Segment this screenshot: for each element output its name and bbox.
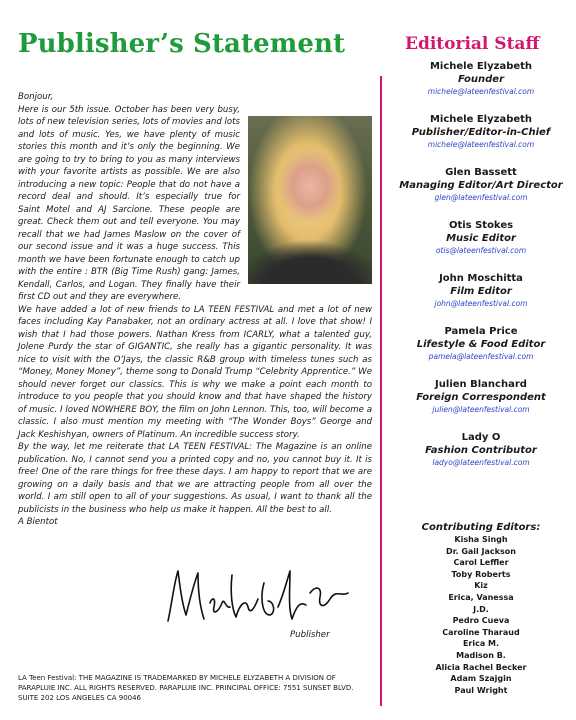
staff-name: Michele Elyzabeth: [429, 61, 533, 72]
staff-email-link[interactable]: julien@lateenfestival.com: [432, 405, 530, 414]
contributor-name: Toby Roberts: [451, 569, 511, 579]
contributor-name: Kiz: [474, 581, 488, 591]
contributor-name: Adam Szajgin: [450, 674, 512, 684]
staff-name: Lady O: [461, 432, 501, 443]
editorial-staff-title: Editorial Staff: [405, 34, 540, 54]
staff-entry: [388, 325, 574, 362]
contributing-editors: [388, 521, 574, 696]
contributor-name: Paul Wright: [454, 685, 508, 695]
staff-name: Michele Elyzabeth: [429, 114, 533, 125]
staff-entry: [388, 166, 574, 203]
publisher-signature: [160, 563, 360, 633]
staff-name: Pamela Price: [444, 326, 518, 337]
contributor-name: Dr. Gail Jackson: [446, 546, 516, 556]
staff-name: Glen Bassett: [445, 167, 517, 178]
contributor-name: Kisha Singh: [454, 535, 508, 544]
publisher-portrait: [248, 116, 372, 284]
staff-role: Publisher/Editor-in-Chief: [411, 127, 551, 138]
staff-entry: [388, 219, 574, 256]
publisher-letter: [18, 91, 372, 529]
staff-email-link[interactable]: michele@lateenfestival.com: [427, 140, 535, 149]
staff-name: Julien Blanchard: [435, 379, 527, 390]
contributing-editors-title: Contributing Editors:: [421, 522, 541, 533]
letter-paragraph: We have added a lot of new friends to LA TEEN FESTIVAL and met a lot of new faces including Kay Panabaker, not an ordinary actress at all. I love that show! I wish that I had those powers. Nathan Kress from ICARLY, what a talented guy, Jolene Purdy the star of GIGANTIC, she really has a gigantic personality. It was nice to visit with the O’Jays, the classic R&B group with timeless tunes such as “Money, Money Money”, theme song to Donald Trump “Celebrity Apprentice.” We should never forget our classics. This is why we make a point each month to introduce to you people that you should know and that have shaped the history of music. I loved NOWHERE BOY, the film on John Lennon. This, too, will become a classic. I also must mention my meeting with “The Wonder Boys” George and Jack Keshishyan, owners of Platinum. An incredible success story.: [18, 304, 372, 440]
legal-footer: LA Teen Festival: THE MAGAZINE IS TRADEMARKED BY MICHELE ELYZABETH A DIVISION OF PARAPLUIE INC. ALL RIGHTS RESERVED. PARAPLUIE INC. PRINCIPAL OFFICE: 7551 SUNSET BLVD. SUITE 202 LOS ANGELES CA 90046: [18, 674, 354, 702]
staff-role: Fashion Contributor: [425, 445, 537, 456]
staff-entry: [388, 272, 574, 309]
signature-caption: Publisher: [290, 630, 330, 640]
contributor-name: Carol Leffler: [453, 558, 509, 568]
column-divider: [380, 76, 382, 706]
staff-email-link[interactable]: otis@lateenfestival.com: [435, 246, 527, 255]
contributor-name: Caroline Tharaud: [442, 627, 520, 637]
staff-role: Foreign Correspondent: [416, 392, 546, 403]
staff-entry: [388, 113, 574, 150]
letter-greeting: Bonjour,: [18, 92, 54, 102]
staff-entry: [388, 60, 574, 97]
staff-email-link[interactable]: michele@lateenfestival.com: [427, 87, 535, 96]
staff-email-link[interactable]: ladyo@lateenfestival.com: [432, 458, 530, 467]
staff-name: Otis Stokes: [448, 220, 514, 231]
staff-role: Managing Editor/Art Director: [399, 180, 563, 191]
contributor-name: Pedro Cueva: [452, 616, 510, 626]
staff-name: John Moschitta: [439, 273, 523, 284]
letter-paragraph: Here is our 5th issue. October has been very busy, lots of new television series, lots of movies and lots and lots of music. Yes, we have plenty of music stories this month and it’s only the beginning. We are going to try to bring to you as many interviews with your favorite artists as possible. We are also introducing a new topic: People that do not have a record deal and should. It’s especially true for Saint Motel and AJ Sarcione. These people are great. Check them out and tell everyone. You may recall that we had James Maslow on the cover of our second issue and it was a huge success. This month we have been fortunate enough to catch up with the entire : BTR (Big Time Rush) gang: James, Kendall, Carlos, and Logan. They finally have their first CD out and they are everywhere.: [18, 104, 240, 302]
staff-entry: [388, 431, 574, 468]
staff-role: Film Editor: [450, 286, 512, 297]
staff-role: Lifestyle & Food Editor: [416, 339, 546, 350]
staff-email-link[interactable]: pamela@lateenfestival.com: [428, 352, 534, 361]
staff-role: Music Editor: [446, 233, 516, 244]
contributor-name: Alicia Rachel Becker: [435, 662, 527, 672]
staff-email-link[interactable]: glen@lateenfestival.com: [434, 193, 528, 202]
staff-role: Founder: [457, 74, 505, 85]
staff-email-link[interactable]: john@lateenfestival.com: [434, 299, 528, 308]
staff-entry: [388, 378, 574, 415]
contributor-name: Erica, Vanessa: [448, 592, 514, 602]
contributor-name: Madison B.: [456, 650, 506, 660]
editorial-staff-list: [388, 60, 574, 484]
publisher-statement-title: Publisher’s Statement: [18, 29, 346, 59]
contributor-name: Erica M.: [462, 639, 500, 649]
contributor-name: J.D.: [473, 604, 489, 614]
letter-paragraph: By the way, let me reiterate that LA TEEN FESTIVAL: The Magazine is an online publication. No, I cannot send you a printed copy and no, you cannot buy it. It is free! One of the rare things for free these days. I am happy to report that we are growing on a daily basis and that we are attracting people from all over the world. I am still open to all of your suggestions. As usual, I want to thank all the publicists in the business who help us make it happen. All the best to all.: [18, 442, 372, 515]
letter-closing: A Bientot: [18, 517, 58, 527]
